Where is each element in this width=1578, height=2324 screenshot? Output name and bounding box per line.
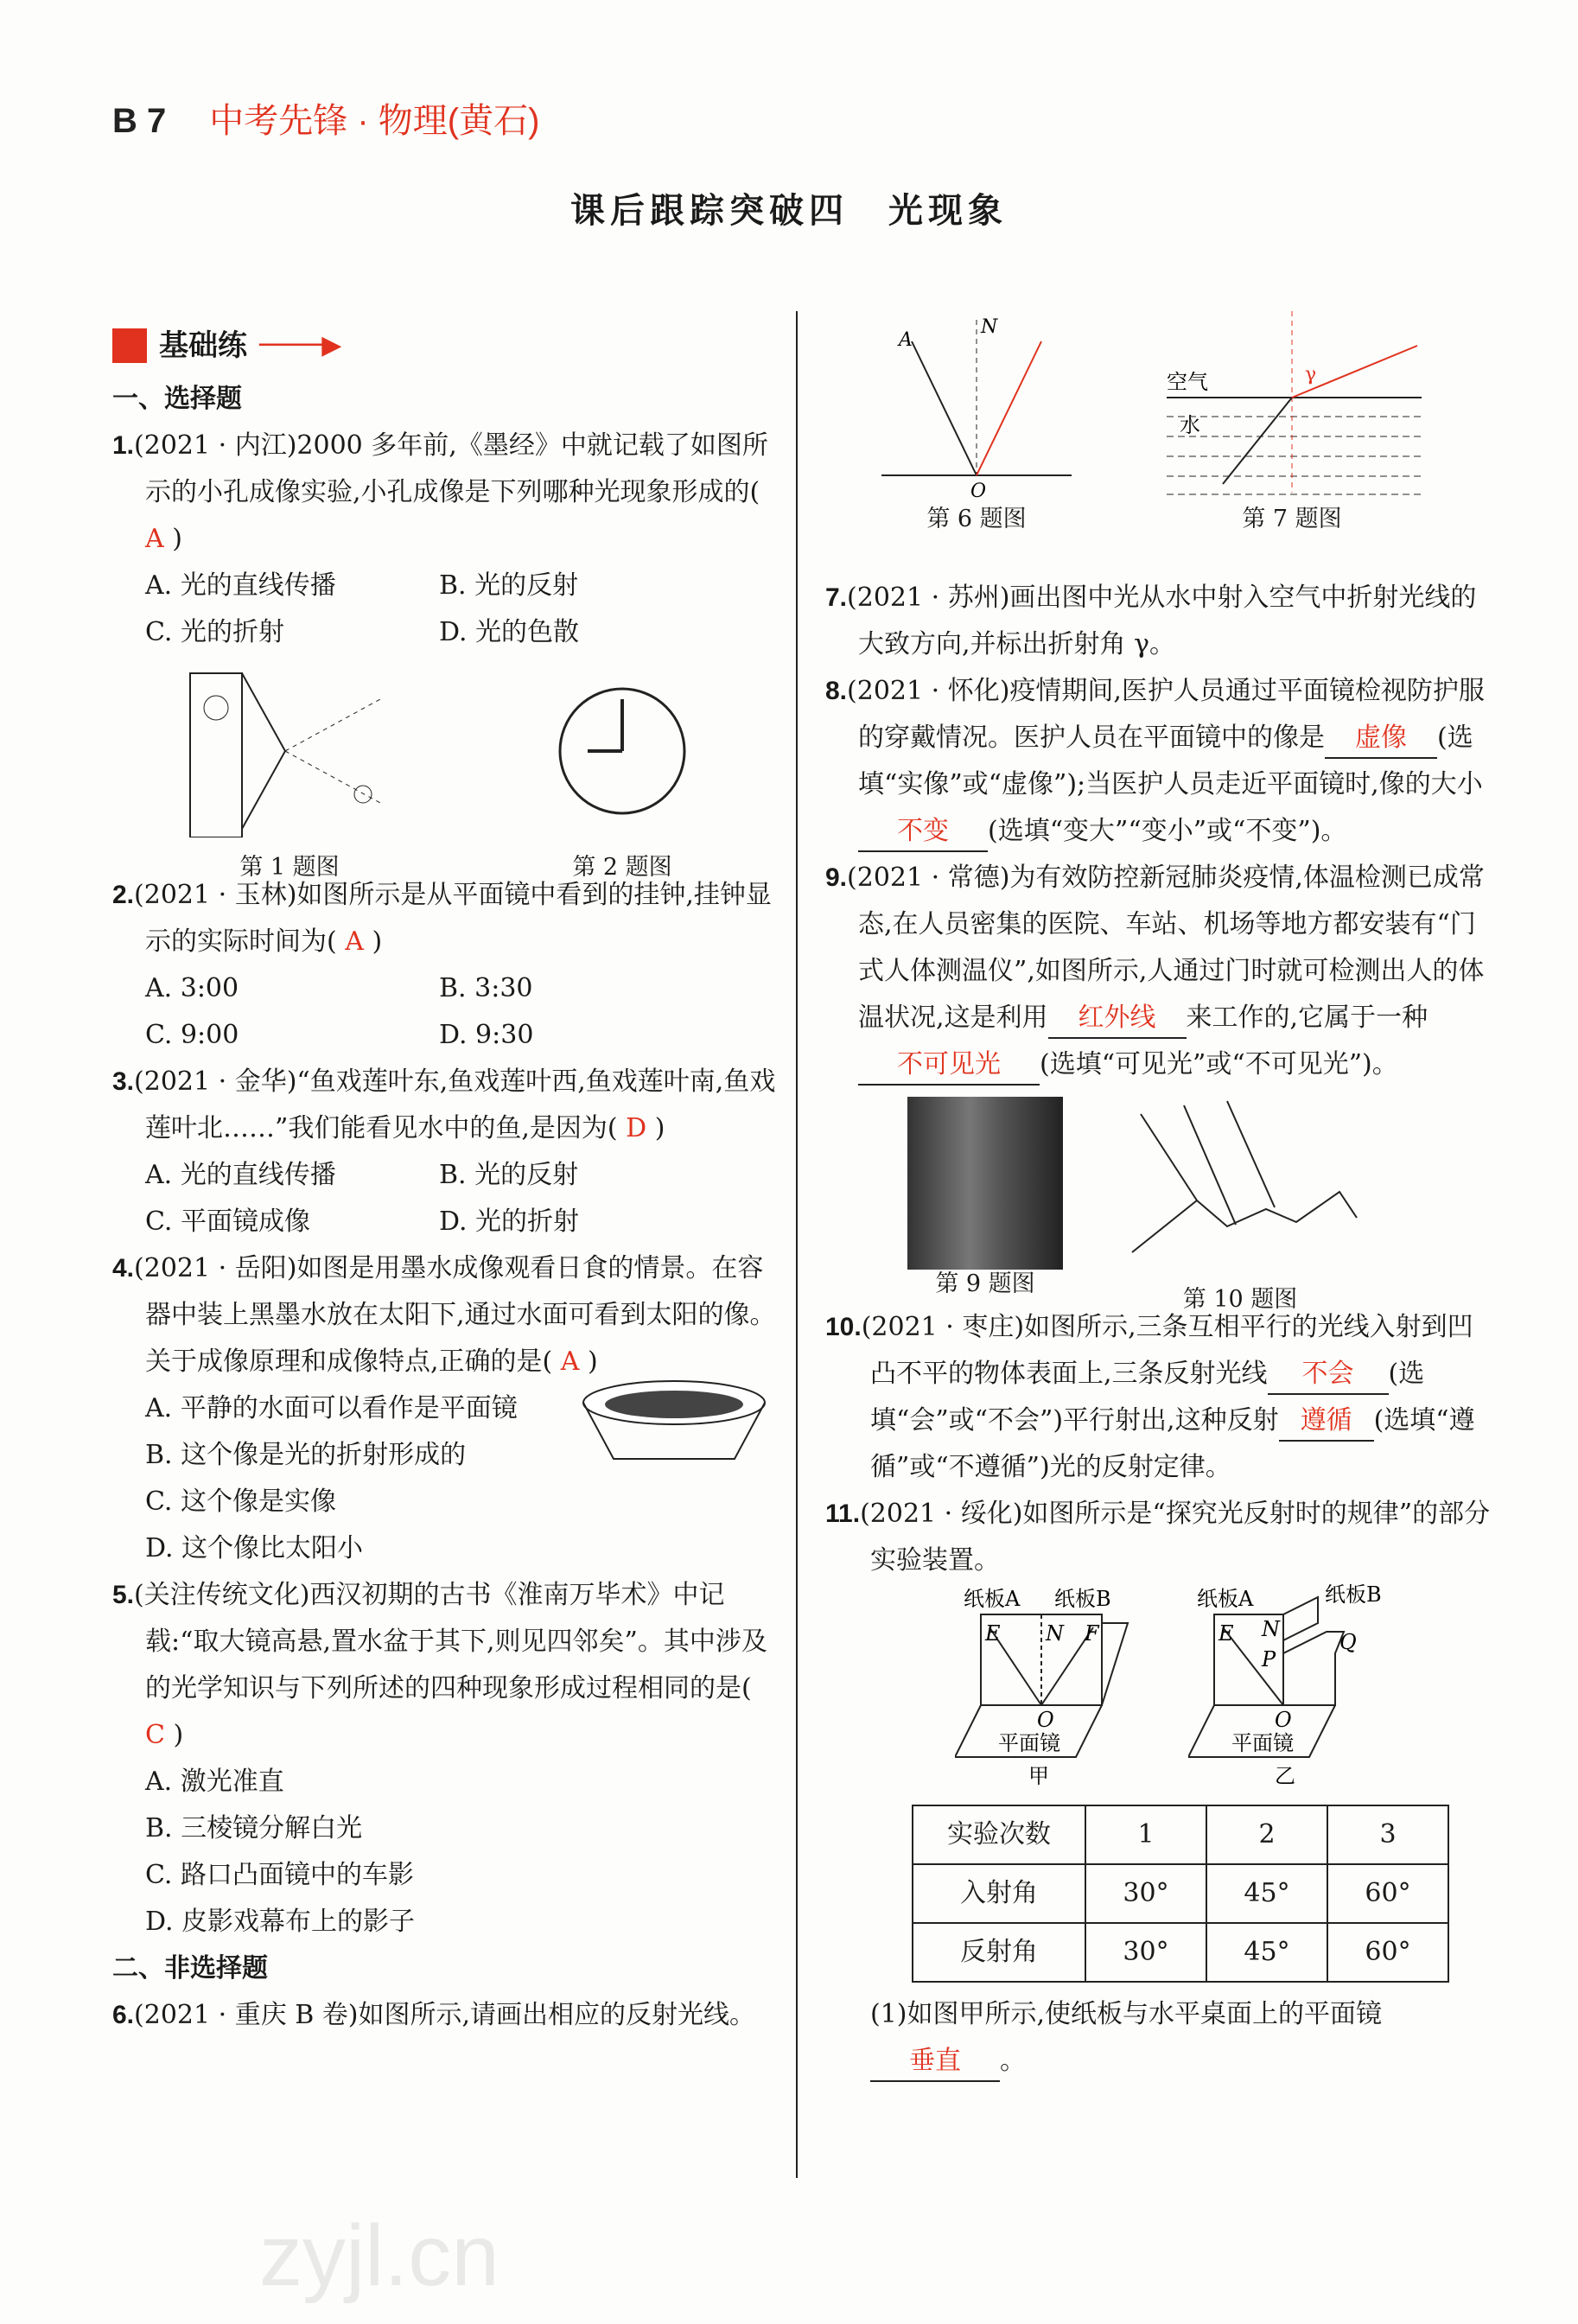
figure-1: [181, 665, 398, 881]
answer-blank: 红外线: [1048, 999, 1187, 1039]
question-9: 9.(2021 · 常德)为有效防控新冠肺炎疫情,体温检测已成常态,在人员密集的医院、车站、机场等地方都安装有“门式人体测温仪”,如图所示,人通过门时就可检测出人的体温状况,这是利用 红外线 来工作的,它属于一种不可见光 (选填“可见光”或“不可见光”)。: [825, 855, 1491, 1088]
watermark: zyjl.cn: [259, 2207, 499, 2304]
thermometer-gate-photo: [907, 1097, 1063, 1270]
svg-text:乙: 乙: [1275, 1764, 1295, 1788]
svg-text:纸板A: 纸板A: [964, 1587, 1021, 1611]
svg-text:平面镜: 平面镜: [998, 1731, 1060, 1755]
svg-text:O: O: [1037, 1708, 1054, 1732]
right-column: [825, 575, 1491, 2085]
figures-9-10: [825, 1088, 1491, 1313]
answer-blank: 不变: [858, 812, 988, 852]
question-3-options: A. 光的直线传播 B. 光的反射 C. 平面镜成像 D. 光的折射: [145, 1160, 580, 1237]
answer-blank: 垂直: [870, 2042, 1000, 2082]
data-table: [912, 1805, 1449, 1983]
figure-6: [873, 311, 1080, 534]
arrow-icon: ────▶: [259, 330, 342, 360]
figure-2: [536, 665, 709, 881]
question-2: 2.(2021 · 玉林)如图所示是从平面镜中看到的挂钟,挂钟显示的实际时间为( A ): [112, 880, 772, 957]
svg-text:E: E: [1218, 1621, 1234, 1646]
svg-text:纸板B: 纸板B: [1325, 1584, 1382, 1607]
page-title: 课后跟踪突破四 光现象: [570, 190, 1008, 231]
question-2-options: A. 3:00 B. 3:30 C. 9:00 D. 9:30: [145, 973, 534, 1050]
svg-text:甲: 甲: [1028, 1764, 1049, 1788]
svg-text:空气: 空气: [1167, 370, 1208, 394]
ink-bowl-figure: [579, 1377, 769, 1472]
part-2-heading: 二、非选择题: [112, 1953, 268, 1983]
answer-blank: 不可见光: [858, 1046, 1040, 1086]
question-7: 7.(2021 · 苏州)画出图中光从水中射入空气中折射光线的大致方向,并标出折射角 γ。: [825, 583, 1477, 659]
question-3: 3.(2021 · 金华)“鱼戏莲叶东,鱼戏莲叶西,鱼戏莲叶南,鱼戏莲叶北……”我们能看见水中的鱼,是因为( D ): [112, 1066, 776, 1143]
figure-7: [1162, 311, 1422, 534]
question-5-options: A. 激光准直 B. 三棱镜分解白光 C. 路口凸面镜中的车影 D. 皮影戏幕布上的影子: [145, 1767, 416, 1937]
svg-text:P: P: [1262, 1647, 1276, 1671]
question-11-part-1: (1)如图甲所示,使纸板与水平桌面上的平面镜 垂直 。: [825, 1991, 1491, 2085]
figure-1-caption: 第 1 题图: [239, 854, 340, 881]
svg-text:F: F: [1085, 1621, 1099, 1646]
figures-1-2: [112, 656, 778, 881]
figure-10-caption: 第 10 题图: [1182, 1286, 1298, 1313]
question-10: 10.(2021 · 枣庄)如图所示,三条互相平行的光线入射到凹凸不平的物体表面上,三条反射光线 不会 (选填“会”或“不会”)平行射出,这种反射 遵循 (选填“遵循”或“不遵循”)光的反射定律。: [825, 1312, 1475, 1482]
svg-text:O: O: [970, 481, 987, 501]
figure-6-caption: 第 6 题图: [926, 506, 1027, 532]
svg-text:N: N: [981, 316, 998, 338]
svg-text:A: A: [899, 329, 913, 351]
question-6: 6.(2021 · 重庆 B 卷)如图所示,请画出相应的反射光线。: [112, 2000, 756, 2030]
reflection-diagram: [873, 311, 1080, 501]
diffuse-reflection-diagram: [1115, 1097, 1365, 1270]
question-1-options: A. 光的直线传播 B. 光的反射 C. 光的折射 D. 光的色散: [145, 570, 580, 647]
refraction-diagram: [1162, 311, 1422, 501]
svg-text:平面镜: 平面镜: [1231, 1731, 1294, 1755]
left-column: [112, 315, 778, 2039]
table-row: 入射角 30° 45° 60°: [913, 1864, 1448, 1923]
pinhole-diagram: [181, 665, 398, 837]
figure-9: [907, 1097, 1063, 1304]
answer-blank: 不会: [1268, 1355, 1389, 1395]
question-8: 8.(2021 · 怀化)疫情期间,医护人员通过平面镜检视防护服的穿戴情况。医护人员在平面镜中的像是 虚像 (选填“实像”或“虚像”);当医护人员走近平面镜时,像的大小不变 (选填“变大”“变小”或“不变”)。: [825, 668, 1491, 855]
figure-10: [1115, 1097, 1365, 1313]
table-row: 反射角 30° 45° 60°: [913, 1923, 1448, 1982]
svg-text:O: O: [1275, 1708, 1292, 1732]
question-4: 4.(2021 · 岳阳)如图是用墨水成像观看日食的情景。在容器中装上黑墨水放在太阳下,通过水面可看到太阳的像。关于成像原理和成像特点,正确的是( A ): [112, 1253, 776, 1377]
section-title: 基础练: [159, 328, 247, 363]
svg-text:N: N: [1046, 1621, 1064, 1646]
question-1: 1.(2021 · 内江)2000 多年前,《墨经》中就记载了如图所示的小孔成像实验,小孔成像是下列哪种光现象形成的( A ): [112, 430, 768, 554]
column-divider: [796, 311, 798, 2178]
clock-diagram: [536, 665, 709, 837]
book-title: 中考先锋 · 物理(黄石): [209, 102, 540, 140]
page-header: [112, 93, 539, 143]
svg-text:E: E: [985, 1621, 1001, 1646]
apparatus-jia: [955, 1584, 1154, 1792]
figure-9-caption: 第 9 题图: [935, 1270, 1035, 1297]
question-11: 11.(2021 · 绥化)如图所示是“探究光反射时的规律”的部分实验装置。: [825, 1499, 1491, 1576]
page-number: B 7: [112, 102, 167, 140]
answer-blank: 遵循: [1279, 1402, 1374, 1442]
svg-text:Q: Q: [1339, 1630, 1357, 1654]
figure-2-caption: 第 2 题图: [572, 854, 672, 881]
part-1-heading: 一、选择题: [112, 384, 242, 414]
svg-text:γ: γ: [1305, 364, 1317, 385]
apparatus-yi: [1188, 1584, 1413, 1792]
section-banner: [112, 315, 778, 376]
svg-text:纸板A: 纸板A: [1197, 1587, 1254, 1611]
question-5: 5.(关注传统文化)西汉初期的古书《淮南万毕术》中记载:“取大镜高悬,置水盆于其下,则见四邻矣”。其中涉及的光学知识与下列所述的四种现象形成过程相同的是( C ): [112, 1580, 767, 1750]
question-4-options: A. 平静的水面可以看作是平面镜 B. 这个像是光的折射形成的 C. 这个像是实像 D. 这个像比太阳小: [145, 1393, 518, 1563]
figure-7-caption: 第 7 题图: [1242, 506, 1342, 532]
figure-11: [825, 1584, 1491, 1796]
svg-text:纸板B: 纸板B: [1054, 1587, 1111, 1611]
svg-text:水: 水: [1180, 413, 1200, 437]
answer-blank: 虚像: [1325, 719, 1437, 759]
svg-text:N: N: [1262, 1617, 1280, 1641]
banner-icon: [112, 328, 147, 363]
table-row: 实验次数 1 2 3: [913, 1805, 1448, 1864]
question-4-options-wrap: [112, 1385, 778, 1572]
